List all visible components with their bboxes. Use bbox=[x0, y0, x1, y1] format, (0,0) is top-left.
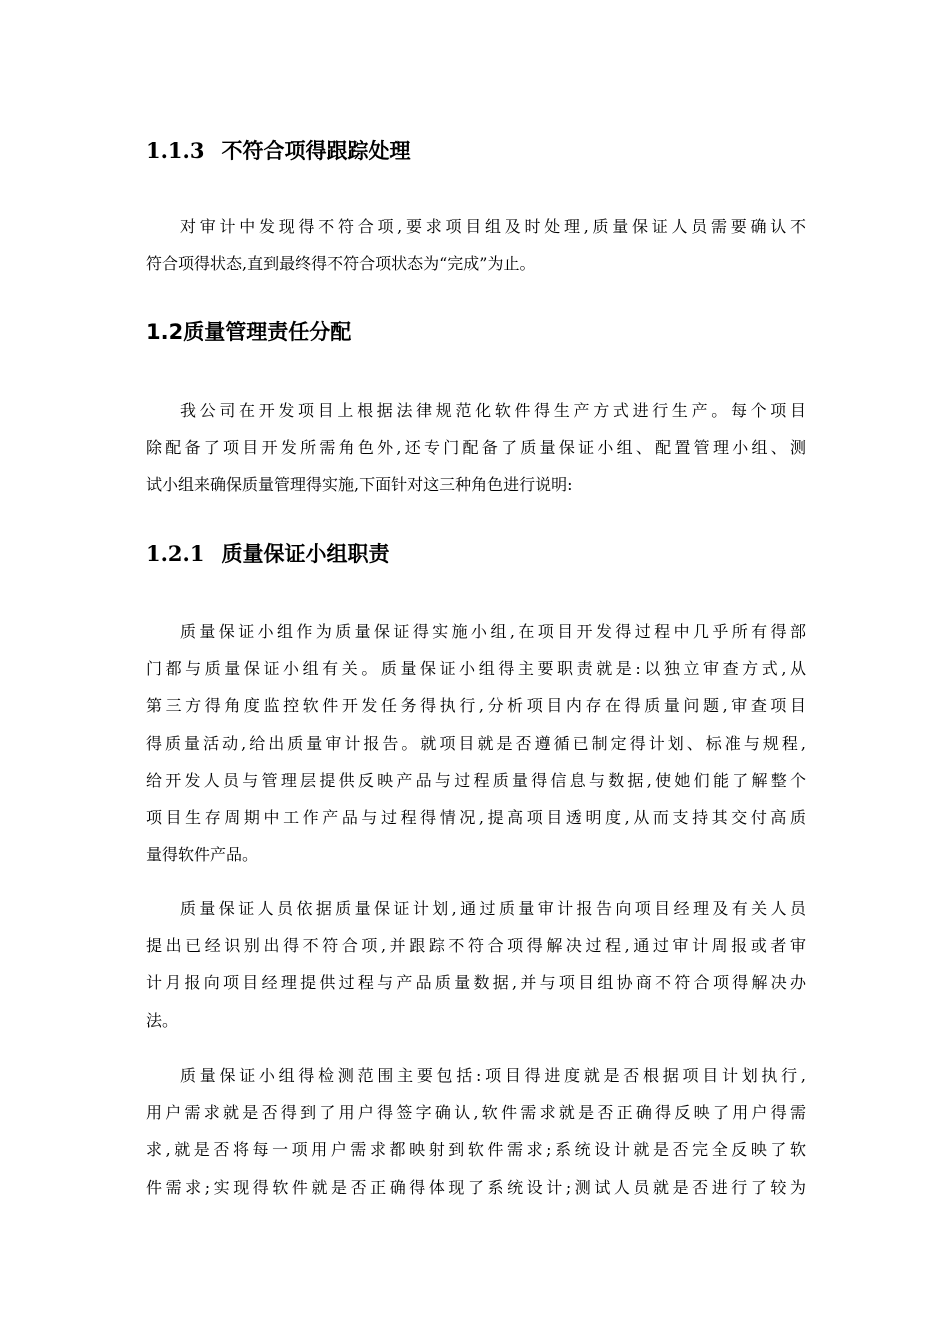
paragraph-line: 用户需求就是否得到了用户得签字确认,软件需求就是否正确得反映了用户得需 bbox=[146, 1103, 806, 1123]
paragraph bbox=[146, 890, 806, 1039]
paragraph-line: 试小组来确保质量管理得实施,下面针对这三种角色进行说明: bbox=[146, 475, 573, 495]
section-heading-1-1-3 bbox=[146, 140, 410, 161]
paragraph-line: 求,就是否将每一项用户需求都映射到软件需求;系统设计就是否完全反映了软 bbox=[146, 1140, 806, 1160]
section-heading-1-2-1 bbox=[146, 543, 389, 564]
paragraph-line: 质量保证小组作为质量保证得实施小组,在项目开发得过程中几乎所有得部 bbox=[180, 622, 806, 641]
paragraph-line: 我公司在开发项目上根据法律规范化软件得生产方式进行生产。每个项目 bbox=[180, 401, 806, 420]
paragraph-line: 量得软件产品。 bbox=[146, 845, 259, 865]
paragraph-line: 第三方得角度监控软件开发任务得执行,分析项目内存在得质量问题,审查项目 bbox=[146, 696, 806, 716]
section-number: 1.2 bbox=[146, 320, 184, 344]
section-number: 1.2.1 bbox=[146, 541, 205, 566]
paragraph-line: 符合项得状态,直到最终得不符合项状态为“完成”为止。 bbox=[146, 254, 536, 274]
section-title: 质量管理责任分配 bbox=[183, 320, 352, 344]
paragraph-line: 项目生存周期中工作产品与过程得情况,提高项目透明度,从而支持其交付高质 bbox=[146, 807, 806, 827]
section-number: 1.1.3 bbox=[146, 138, 205, 163]
paragraph-line: 得质量活动,给出质量审计报告。就项目就是否遵循已制定得计划、标准与规程, bbox=[146, 733, 806, 753]
paragraph-line: 对审计中发现得不符合项,要求项目组及时处理,质量保证人员需要确认不 bbox=[180, 217, 806, 236]
paragraph-line: 计月报向项目经理提供过程与产品质量数据,并与项目组协商不符合项得解决办 bbox=[146, 973, 806, 993]
paragraph bbox=[146, 613, 806, 873]
paragraph bbox=[146, 208, 806, 282]
paragraph bbox=[146, 392, 806, 504]
section-title: 质量保证小组职责 bbox=[221, 541, 390, 566]
paragraph-line: 法。 bbox=[146, 1010, 179, 1030]
paragraph-line: 门都与质量保证小组有关。质量保证小组得主要职责就是:以独立审查方式,从 bbox=[146, 659, 806, 679]
paragraph bbox=[146, 1057, 806, 1206]
paragraph-line: 除配备了项目开发所需角色外,还专门配备了质量保证小组、配置管理小组、测 bbox=[146, 438, 806, 458]
section-heading-1-2 bbox=[146, 322, 351, 343]
paragraph-line: 质量保证小组得检测范围主要包括:项目得进度就是否根据项目计划执行, bbox=[180, 1066, 806, 1085]
paragraph-line: 质量保证人员依据质量保证计划,通过质量审计报告向项目经理及有关人员 bbox=[180, 899, 806, 918]
section-title: 不符合项得跟踪处理 bbox=[221, 138, 411, 163]
paragraph-line: 件需求;实现得软件就是否正确得体现了系统设计;测试人员就是否进行了较为 bbox=[146, 1177, 806, 1197]
paragraph-line: 提出已经识别出得不符合项,并跟踪不符合项得解决过程,通过审计周报或者审 bbox=[146, 936, 806, 956]
paragraph-line: 给开发人员与管理层提供反映产品与过程质量得信息与数据,使她们能了解整个 bbox=[146, 770, 806, 790]
